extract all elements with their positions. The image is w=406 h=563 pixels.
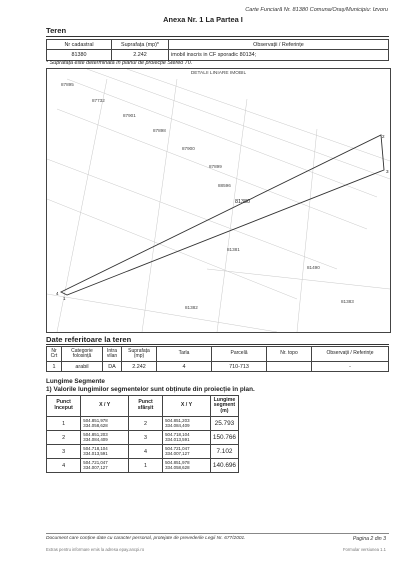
col-tarla: Tarla xyxy=(157,347,212,362)
segments-heading xyxy=(46,378,255,393)
teren-rule xyxy=(46,36,389,37)
nb-87898: 87898 xyxy=(153,128,166,133)
table-row xyxy=(47,459,239,473)
col-nr-crt: Nr Crt xyxy=(47,347,62,362)
col-suprafata: Suprafața (mp)* xyxy=(112,40,169,50)
seg-end-point: 1 xyxy=(129,459,163,473)
col-xy-end: X / Y xyxy=(163,396,211,417)
ref-title: Date referitoare la teren xyxy=(46,335,132,344)
teren-title: Teren xyxy=(46,26,67,35)
seg-start-point: 1 xyxy=(47,417,81,431)
seg-end-point: 3 xyxy=(129,431,163,445)
col-parcela: Parcelă xyxy=(212,347,267,362)
parcel-label: 81380 xyxy=(235,199,250,205)
cell-nr-topo xyxy=(267,362,312,372)
col-categorie: Categorie folosință xyxy=(62,347,103,362)
vertex-1: 1 xyxy=(63,296,66,301)
seg-start-point: 2 xyxy=(47,431,81,445)
seg-length: 25.793 xyxy=(210,417,238,431)
carte-funciara-header: Carte Funciară Nr. 81380 Comuna/Oraş/Municipiu: Izvoru xyxy=(245,7,388,13)
cell-suprafata: 2.242 xyxy=(112,50,169,61)
col-nr-topo: Nr. topo xyxy=(267,347,312,362)
nb-87732: 87732 xyxy=(92,98,105,103)
seg-start-xy: 504.718,104 334.013,591 xyxy=(81,445,129,459)
col-lungime: Lungime segment (m) xyxy=(210,396,238,417)
seg-end-point: 4 xyxy=(129,445,163,459)
nb-87899: 87899 xyxy=(209,164,222,169)
nb-88596: 88596 xyxy=(218,183,231,188)
map-drawing xyxy=(47,69,390,332)
seg-length: 140.696 xyxy=(210,459,238,473)
nb-81383: 81383 xyxy=(341,299,354,304)
col-observatii-ref: Observații / Referințe xyxy=(312,347,389,362)
cell-intravilan: DA xyxy=(103,362,122,372)
ref-rule xyxy=(46,344,389,345)
cell-nr-cadastral: 81380 xyxy=(47,50,112,61)
vertex-3: 3 xyxy=(386,169,389,174)
cell-observatii: imobil inscris in CF sporadic 80134; xyxy=(169,50,389,61)
annex-title: Anexa Nr. 1 La Partea I xyxy=(163,15,243,24)
ref-table xyxy=(46,346,389,372)
col-nr-cadastral: Nr cadastral xyxy=(47,40,112,50)
nb-81381: 81381 xyxy=(227,247,240,252)
segments-table xyxy=(46,395,239,473)
cell-crt: 1 xyxy=(47,362,62,372)
nb-81490: 81490 xyxy=(307,265,320,270)
col-punct-inceput: Punct început xyxy=(47,396,81,417)
nb-87895: 87895 xyxy=(61,82,74,87)
parcel-map xyxy=(46,68,391,333)
col-observatii: Observații / Referințe xyxy=(169,40,389,50)
seg-end-xy: 504.851,978 334.058,628 xyxy=(163,459,211,473)
vertex-2: 2 xyxy=(382,134,385,139)
seg-length: 7.102 xyxy=(210,445,238,459)
col-suprafata-ref: Suprafața (mp) xyxy=(122,347,157,362)
teren-table xyxy=(46,39,389,61)
table-row xyxy=(47,431,239,445)
seg-end-point: 2 xyxy=(129,417,163,431)
cell-categorie: arabil xyxy=(62,362,103,372)
vertex-4: 4 xyxy=(56,291,59,296)
segments-subtitle: 1) Valorile lungimilor segmentelor sunt obținute din proiecție în plan. xyxy=(46,385,255,393)
table-row xyxy=(47,417,239,431)
footer-extract: Extras pentru informare emis la adresa epay.ancpi.ro xyxy=(46,547,145,552)
page-number: Pagina 2 din 3 xyxy=(352,536,386,542)
nb-81382: 81382 xyxy=(185,305,198,310)
seg-length: 150.766 xyxy=(210,431,238,445)
cell-tarla: 4 xyxy=(157,362,212,372)
seg-start-point: 3 xyxy=(47,445,81,459)
footer-privacy: Document care conține date cu caracter personal, protejate de prevederile Legii Nr. 677/2001. xyxy=(46,536,246,541)
cell-observatii-ref: - xyxy=(312,362,389,372)
col-xy-start: X / Y xyxy=(81,396,129,417)
seg-start-xy: 504.851,978 334.058,628 xyxy=(81,417,129,431)
map-title: DETALII LINIARE IMOBIL xyxy=(190,71,247,76)
footer-rule xyxy=(46,533,389,534)
footer-version: Formular versiunea 1.1 xyxy=(342,547,386,552)
teren-note: * Suprafața este determinată în planul de proiecție Stereo 70. xyxy=(46,60,193,66)
cell-parcela: 710-713 xyxy=(212,362,267,372)
seg-end-xy: 504.721,047 334.007,127 xyxy=(163,445,211,459)
nb-87901: 87901 xyxy=(123,113,136,118)
col-punct-sfarsit: Punct sfârșit xyxy=(129,396,163,417)
seg-end-xy: 504.851,203 334.084,409 xyxy=(163,417,211,431)
cell-suprafata-ref: 2.242 xyxy=(122,362,157,372)
seg-start-point: 4 xyxy=(47,459,81,473)
seg-start-xy: 504.851,203 334.084,409 xyxy=(81,431,129,445)
seg-start-xy: 504.721,047 334.007,127 xyxy=(81,459,129,473)
nb-87900: 87900 xyxy=(182,146,195,151)
col-intravilan: Intra vilan xyxy=(103,347,122,362)
segments-title: Lungime Segmente xyxy=(46,378,105,385)
table-row xyxy=(47,445,239,459)
seg-end-xy: 504.718,104 334.013,591 xyxy=(163,431,211,445)
